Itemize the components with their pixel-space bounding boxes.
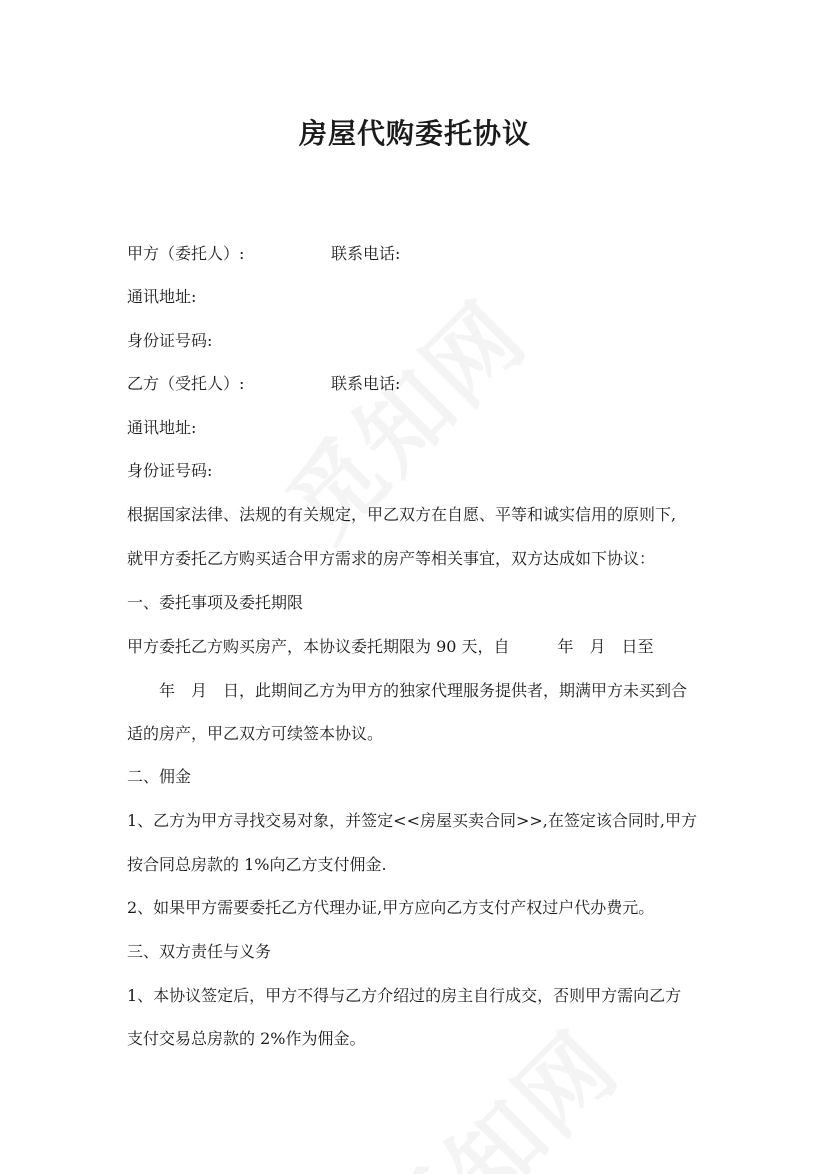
- party-a-id-label: 身份证号码:: [127, 331, 213, 350]
- party-b-line: [127, 374, 401, 394]
- paragraph-line: 年 月 日，此期间乙方为甲方的独家代理服务提供者，期满甲方未买到合: [127, 681, 688, 700]
- preamble-line: 根据国家法律、法规的有关规定，甲乙双方在自愿、平等和诚实信用的原则下,: [127, 505, 677, 524]
- paragraph-line: 2、如果甲方需要委托乙方代理办证,甲方应向乙方支付产权过户代办费元。: [127, 898, 655, 917]
- paragraph-line: 1、乙方为甲方寻找交易对象，并签定<<房屋买卖合同>>,在签定该合同时,甲方: [127, 811, 697, 830]
- party-b-label: 乙方（受托人）:: [127, 374, 245, 393]
- paragraph-line: 1、本协议签定后，甲方不得与乙方介绍过的房主自行成交，否则甲方需向乙方: [127, 986, 682, 1005]
- party-a-label: 甲方（委托人）:: [127, 244, 245, 263]
- section-heading: 三、双方责任与义务: [127, 942, 272, 961]
- document-title: 房屋代购委托协议: [298, 117, 531, 150]
- paragraph-line: 甲方委托乙方购买房产，本协议委托期限为 90 天，自 年 月 日至: [127, 637, 654, 656]
- paragraph-line: 按合同总房款的 1%向乙方支付佣金.: [127, 855, 387, 874]
- party-b-phone-label: 联系电话:: [331, 374, 401, 393]
- preamble-line: 就甲方委托乙方购买适合甲方需求的房产等相关事宜，双方达成如下协议：: [127, 549, 656, 568]
- party-a-phone-label: 联系电话:: [331, 244, 401, 263]
- party-a-line: [127, 244, 401, 264]
- party-b-id-label: 身份证号码:: [127, 461, 213, 480]
- section-heading: 一、委托事项及委托期限: [127, 593, 304, 612]
- watermark: [346, 998, 643, 1174]
- paragraph-line: 适的房产，甲乙双方可续签本协议。: [127, 724, 384, 743]
- paragraph-line: 支付交易总房款的 2%作为佣金。: [127, 1029, 366, 1048]
- party-b-address-label: 通讯地址:: [127, 418, 197, 437]
- section-heading: 二、佣金: [127, 767, 192, 786]
- party-a-address-label: 通讯地址:: [127, 287, 197, 306]
